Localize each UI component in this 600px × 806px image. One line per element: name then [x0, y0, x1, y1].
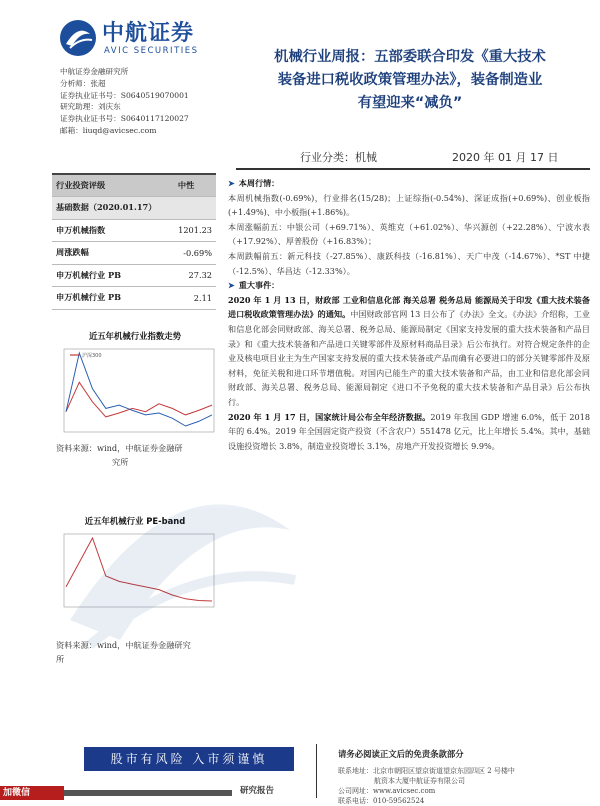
analyst-line: 证券执业证书号：S0640519070001 — [60, 90, 189, 100]
industry-category: 行业分类：机械 — [300, 151, 377, 164]
row-label: 周涨跌幅 — [52, 242, 156, 265]
series-line-0 — [66, 538, 212, 601]
row-label: 申万机械指数 — [52, 219, 156, 242]
contact-info — [338, 766, 596, 806]
header-divider — [236, 168, 590, 170]
top-losers-paragraph: 本周跌幅前五：新元科技（-27.85%）、康跃科技（-16.81%）、天广中茂（-14.67%）、*ST 中捷（-12.5%）、华昌达（-12.33%）。 — [228, 250, 590, 276]
event-headline: 2020 年 1 月 17 日，国家统计局公布全年经济数据。 — [228, 411, 431, 422]
investment-rating-table — [52, 173, 216, 310]
table-header-row — [52, 174, 216, 197]
avic-logo-icon — [58, 18, 98, 58]
event-paragraph — [228, 293, 590, 410]
figure1-source-line: 究所 — [112, 457, 129, 467]
logo-text-en: AVIC SECURITIES — [104, 46, 199, 56]
report-date: 2020 年 01 月 17 日 — [452, 151, 559, 164]
report-body — [228, 176, 590, 453]
weekly-market-paragraph: 本周机械指数(-0.69%)，行业排名(15/28)；上证综指(-0.54%)、深证成指(+0.69%)、创业板指(+1.49%)、中小板指(+1.86%)。 — [228, 192, 590, 218]
event-text: 2019 年我国 GDP 增速 6.0%，低于 2018 年的 6.4%。2019 年全国固定资产投资（不含农户）551478 亿元，比上年增长 5.4%。其中，基础设施投资增长 3.8%，制造业投资增长 3.1%，房地产开发投资增长 9.9%。 — [228, 411, 590, 451]
analyst-email[interactable]: 邮箱：liuqd@avicsec.com — [60, 125, 157, 135]
rating-label: 行业投资评级 — [52, 174, 156, 197]
series-line-1 — [66, 353, 212, 426]
top-gainers-paragraph: 本周涨幅前五：中银公司（+69.71%）、英维克（+61.02%）、华兴源创（+22.28%）、宁波水表（+17.92%）、厚普股份（+16.83%）； — [228, 221, 590, 247]
row-value: 27.32 — [156, 264, 216, 287]
table-row — [52, 287, 216, 310]
report-title-line: 有望迎来“减负” — [357, 95, 463, 111]
series-line-0 — [66, 382, 212, 417]
contact-line: 航资本大厦中航证券有限公司 — [374, 777, 465, 785]
wechat-tag[interactable]: 加微信 — [0, 786, 64, 800]
report-title-line: 装备进口税收政策管理办法》，装备制造业 — [277, 72, 543, 88]
figure1-source-line: 资料来源：wind，中航证券金融研 — [56, 443, 183, 453]
event-text: 中国财政部官网 13 日公布了《办法》全文。《办法》介绍称，工业和信息化部会同财政部、海关总署、税务总局、能源局制定《国家支持发展的重大技术装备和产品目录》和《重大技术装备和产品进口关键零部件及原材料商品目录》后公布执行。对符合规定条件的企业及核电项目业主为生产国家支持发展的重大技术装备或产品而确有必要进口的部分关键零部件及原材料，免征关税和进口环节增值税。对国内已能生产的重大技术装备和产品，由工业和信息化部会同财政部、海关总署、税务总局、能源局制定《进口不予免税的重大技术装备和产品目录》后公布执行。 — [228, 309, 590, 407]
section-heading: ➤ 本周行情： — [228, 178, 280, 188]
analyst-line: 中航证券金融研究所 — [60, 67, 129, 76]
figure1-title: 近五年机械行业指数走势 — [88, 331, 182, 341]
table-row — [52, 219, 216, 242]
section-heading: ➤ 重大事件： — [228, 280, 280, 291]
legend-label: 沪深300 — [82, 353, 102, 359]
contact-website[interactable]: 公司网址：www.avicsec.com — [338, 787, 436, 795]
analyst-line: 分析师：张超 — [60, 78, 106, 88]
company-logo — [58, 16, 218, 64]
analyst-line: 证券执业证书号：S0640117120027 — [60, 114, 189, 124]
row-value: 2.11 — [156, 287, 216, 310]
table-row — [52, 242, 216, 265]
analyst-info — [60, 66, 230, 137]
figure2-chart — [58, 530, 218, 615]
row-label: 申万机械行业 PB — [52, 264, 156, 287]
report-title — [232, 46, 588, 115]
disclaimer-notice: 请务必阅读正文后的免责条款部分 — [338, 749, 464, 759]
report-title-line: 机械行业周报：五部委联合印发《重大技术 — [274, 49, 546, 65]
triangle-bullet-icon: ➤ — [228, 178, 235, 188]
analyst-line: 研究助理：刘庆东 — [60, 102, 121, 112]
rating-value: 中性 — [156, 174, 216, 197]
table-row — [52, 264, 216, 287]
contact-line: 联系地址：北京市朝阳区望京街道望京东园四区 2 号楼中 — [338, 767, 515, 775]
base-data-label: 基础数据（2020.01.17） — [52, 197, 216, 220]
chart-frame — [64, 349, 214, 432]
logo-text-cn: 中航证券 — [102, 21, 195, 46]
chart-frame — [64, 534, 214, 607]
row-label: 申万机械行业 PB — [52, 287, 156, 310]
base-data-row — [52, 197, 216, 220]
footer-divider — [316, 744, 317, 798]
figure2-source — [56, 638, 226, 666]
row-value: -0.69% — [156, 242, 216, 265]
figure1-chart — [58, 345, 218, 440]
event-headline: 2020 年 1 月 13 日，财政部 工业和信息化部 海关总署 税务总局 能源局关于印发《重大技术装备进口税收政策管理办法》的通知。 — [228, 294, 590, 320]
event-paragraph — [228, 410, 590, 454]
report-type-label: 研究报告 — [240, 786, 275, 796]
figure2-source-line: 资料来源：wind，中航证券金融研究 — [56, 640, 191, 650]
figure2-source-line: 所 — [56, 654, 65, 664]
figure1-source — [56, 441, 222, 469]
risk-warning-banner: 股市有风险 入市须谨慎 — [84, 747, 294, 771]
contact-phone: 联系电话：010-59562524 — [338, 797, 425, 805]
row-value: 1201.23 — [156, 219, 216, 242]
footer-bar — [64, 790, 232, 796]
figure2-title: 近五年机械行业 PE-band — [84, 516, 186, 526]
triangle-bullet-icon: ➤ — [228, 280, 235, 291]
